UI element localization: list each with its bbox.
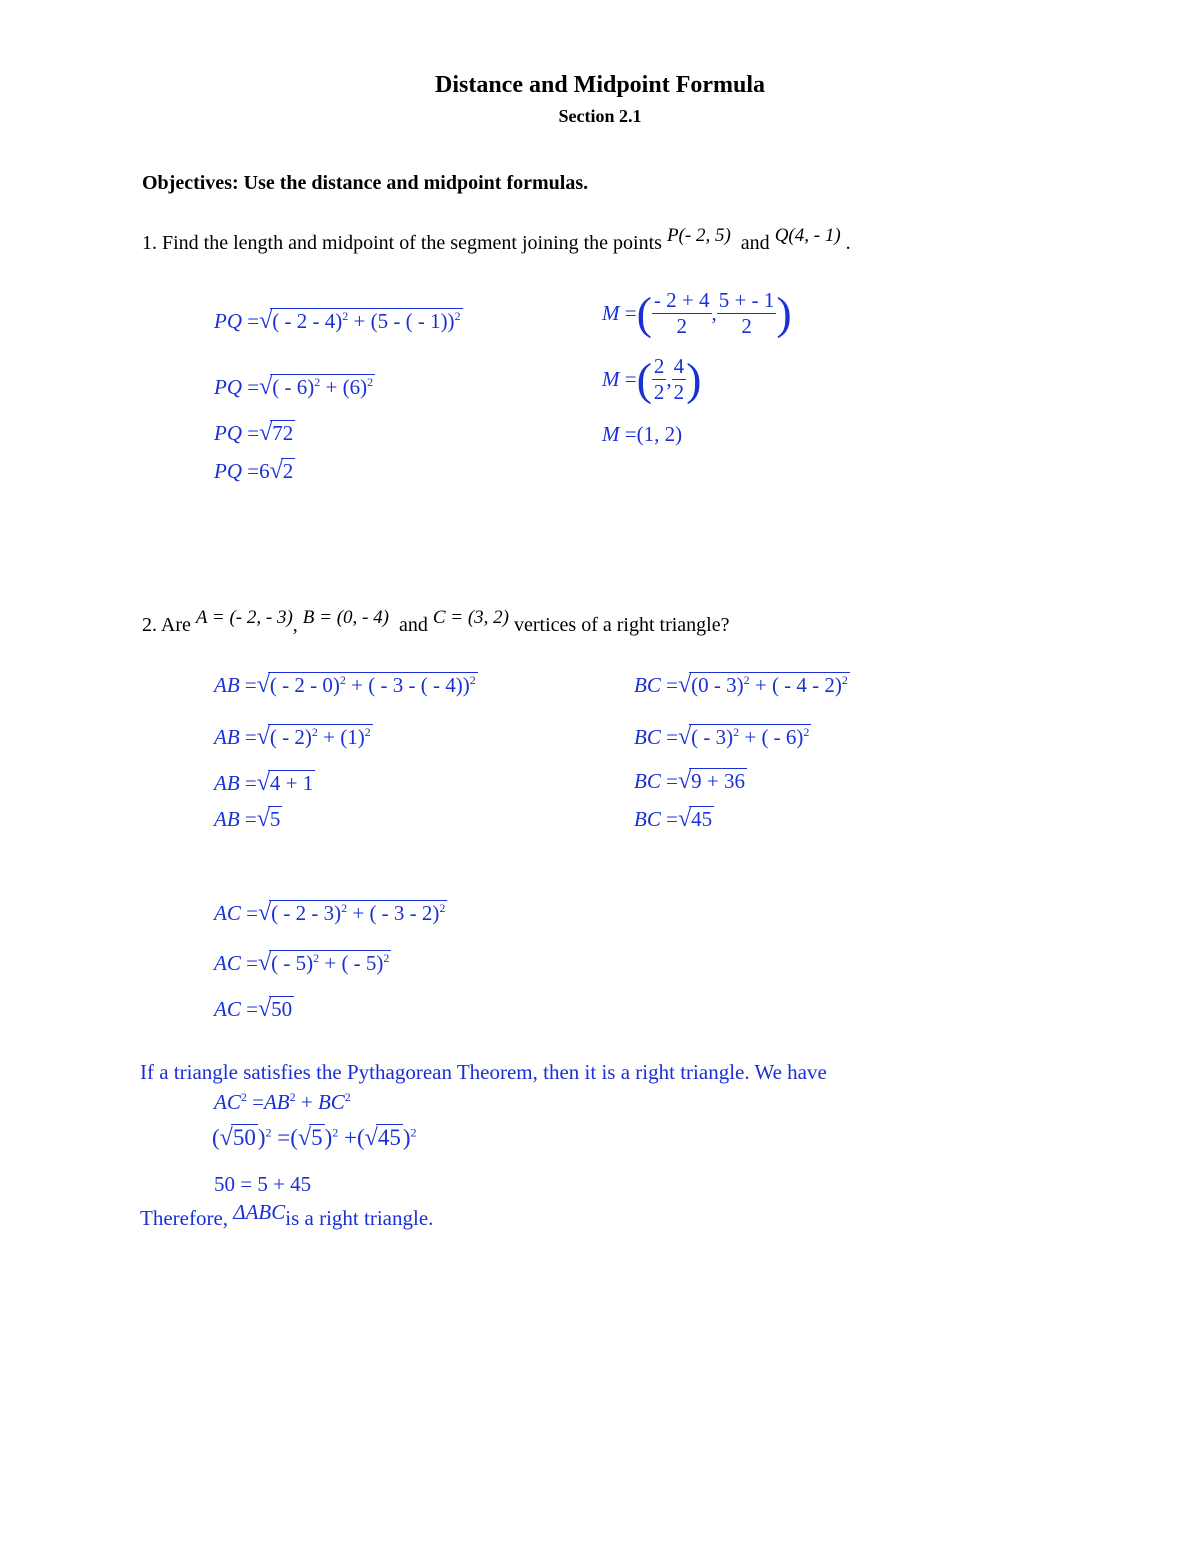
- plus: +: [353, 309, 366, 333]
- therefore-line: [140, 1200, 434, 1231]
- point-b: B = (0, - 4): [302, 607, 389, 628]
- ac-line-2: [214, 950, 391, 977]
- radicand: [689, 724, 811, 750]
- exponent: 2: [454, 309, 461, 323]
- equals: =: [247, 309, 260, 333]
- numerator: - 2 + 4: [653, 288, 710, 312]
- term-1: ( - 2 - 3): [271, 901, 342, 925]
- term-1: ( - 5): [271, 951, 314, 975]
- equals: =: [246, 951, 258, 975]
- fraction: [652, 288, 712, 339]
- denominator: 2: [653, 380, 665, 404]
- ab-label: AB: [263, 1090, 290, 1114]
- plus: +: [352, 901, 365, 925]
- radicand: 9 + 36: [691, 769, 745, 793]
- plus: +: [754, 673, 767, 697]
- ac-label: AC: [214, 901, 241, 925]
- radicand: 50: [232, 1125, 256, 1150]
- exponent: 2: [265, 1125, 272, 1140]
- pythagorean-equation: [214, 1090, 351, 1115]
- exponent: 2: [841, 673, 848, 687]
- term-1: ( - 2): [269, 725, 312, 749]
- bc-line-2: [634, 724, 811, 751]
- sqrt-sign: √: [259, 374, 273, 400]
- equals: =: [624, 422, 637, 446]
- bc-line-1: [634, 672, 850, 699]
- paren-close: ): [324, 1125, 333, 1150]
- paren-open: (: [290, 1125, 298, 1150]
- ab-line-1: [214, 672, 478, 699]
- point-p: P(- 2, 5): [666, 225, 731, 246]
- ab-line-3: [214, 770, 315, 797]
- equals: =: [252, 1090, 264, 1114]
- radicand: [268, 724, 373, 750]
- paren-open: (: [636, 287, 652, 339]
- sqrt-sign: √: [677, 806, 692, 832]
- exponent: 2: [364, 725, 371, 739]
- term-1: ( - 2 - 4): [272, 309, 343, 333]
- radicand: 45: [691, 807, 713, 831]
- plus: +: [324, 951, 337, 975]
- denominator: 2: [673, 380, 685, 404]
- sqrt-sign: √: [677, 768, 692, 794]
- paren-close: ): [686, 353, 702, 405]
- equals: =: [624, 367, 637, 391]
- exponent: 2: [743, 673, 750, 687]
- paren-open: (: [212, 1125, 220, 1150]
- exponent: 2: [367, 375, 374, 389]
- plus: +: [351, 673, 363, 697]
- numerator: 4: [673, 354, 685, 378]
- bc-label: BC: [634, 807, 661, 831]
- bc-label: BC: [634, 725, 661, 749]
- ac-label: AC: [214, 951, 241, 975]
- sqrt-sign: √: [297, 1125, 312, 1151]
- radicand: 4 + 1: [269, 771, 314, 795]
- exponent: 2: [314, 375, 321, 389]
- pythagorean-substitution: [212, 1124, 417, 1152]
- pq-label: PQ: [214, 309, 242, 333]
- ac-line-3: [214, 996, 294, 1023]
- pq-line-3: [214, 420, 295, 447]
- exponent: 2: [240, 1090, 247, 1104]
- ab-line-2: [214, 724, 373, 751]
- radicand: 72: [272, 421, 294, 445]
- comma: ,: [292, 614, 298, 636]
- exponent: 2: [410, 1125, 417, 1140]
- equals: =: [666, 807, 678, 831]
- bc-label: BC: [634, 673, 661, 697]
- period: .: [845, 232, 851, 254]
- equals: =: [244, 725, 257, 749]
- denominator: 2: [676, 314, 687, 338]
- term-1: (0 - 3): [691, 673, 744, 697]
- m-label: M: [602, 367, 620, 391]
- plus: +: [323, 725, 335, 749]
- radicand: [270, 374, 375, 400]
- term-2: (6): [342, 375, 368, 399]
- radicand: [269, 900, 447, 926]
- numerator: 2: [653, 354, 665, 378]
- exponent: 2: [803, 725, 810, 739]
- bc-line-3: [634, 768, 747, 795]
- pq-label: PQ: [214, 375, 242, 399]
- equals: =: [247, 459, 260, 483]
- pq-line-1: [214, 308, 463, 335]
- plus: +: [300, 1090, 313, 1114]
- exponent: 2: [289, 1090, 296, 1104]
- plus: +: [744, 725, 757, 749]
- therefore-word: Therefore,: [140, 1206, 229, 1230]
- triangle-abc: ΔABC: [233, 1200, 286, 1224]
- exponent: 2: [733, 725, 740, 739]
- exponent: 2: [469, 673, 476, 687]
- exponent: 2: [439, 901, 446, 915]
- ac-label: AC: [214, 997, 241, 1021]
- problem-2-lead: 2. Are: [142, 614, 191, 636]
- radicand: [269, 950, 391, 976]
- equals: =: [246, 997, 258, 1021]
- bc-label: BC: [317, 1090, 345, 1114]
- ab-line-4: [214, 806, 282, 833]
- pythagorean-numeric: 50 = 5 + 45: [214, 1172, 312, 1196]
- term-2: (1): [340, 725, 365, 749]
- equals: =: [666, 769, 678, 793]
- term-2: ( - 4 - 2): [771, 673, 842, 697]
- plus: +: [325, 375, 338, 399]
- term-2: ( - 3 - 2): [369, 901, 440, 925]
- term-2: ( - 3 - ( - 4)): [368, 673, 470, 697]
- term-2: ( - 5): [341, 951, 384, 975]
- ac-line-1: [214, 900, 447, 927]
- radicand: 2: [282, 459, 294, 483]
- pq-label: PQ: [214, 421, 242, 445]
- denominator: 2: [741, 314, 752, 338]
- and-word: and: [740, 232, 770, 254]
- exponent: 2: [344, 1090, 351, 1104]
- midpoint-line-2: [602, 354, 702, 405]
- exponent: 2: [383, 951, 390, 965]
- paren-close: ): [402, 1125, 411, 1150]
- equals: =: [247, 421, 260, 445]
- coefficient: 6: [259, 459, 270, 483]
- midpoint-value: (1, 2): [636, 422, 683, 446]
- radicand: 50: [271, 997, 293, 1021]
- fraction: [672, 354, 687, 405]
- radicand: [270, 308, 462, 334]
- paren-open: (: [636, 353, 652, 405]
- equals: =: [244, 807, 257, 831]
- sqrt-sign: √: [677, 672, 692, 698]
- sqrt-sign: √: [256, 672, 270, 698]
- sqrt-sign: √: [259, 420, 273, 446]
- sqrt-sign: √: [364, 1125, 378, 1151]
- equals: =: [244, 771, 257, 795]
- radicand: 5: [269, 807, 281, 831]
- term-2: (5 - ( - 1)): [370, 309, 455, 333]
- exponent: 2: [342, 309, 349, 323]
- radicand: [689, 672, 850, 698]
- fraction: [717, 288, 777, 339]
- equals: =: [624, 301, 637, 325]
- numerator: 5 + - 1: [718, 288, 775, 312]
- point-c: C = (3, 2): [432, 607, 510, 628]
- sqrt-sign: √: [259, 308, 273, 334]
- section-label: Section 2.1: [558, 106, 642, 126]
- sqrt-sign: √: [257, 900, 272, 926]
- sqrt-sign: √: [256, 770, 270, 796]
- pq-line-4: [214, 458, 295, 485]
- sqrt-sign: √: [256, 806, 270, 832]
- paren-close: ): [257, 1125, 266, 1150]
- midpoint-line-1: [602, 288, 792, 339]
- problem-1-statement: [142, 225, 851, 255]
- point-a: A = (- 2, - 3): [195, 607, 293, 628]
- comma: ,: [666, 367, 672, 391]
- therefore-tail: is a right triangle.: [285, 1206, 434, 1230]
- term-1: ( - 3): [691, 725, 734, 749]
- equals: =: [246, 901, 258, 925]
- sqrt-sign: √: [269, 458, 283, 484]
- equals: =: [247, 375, 260, 399]
- ab-label: AB: [214, 673, 240, 697]
- problem-2-statement: [142, 607, 730, 637]
- problem-1-lead: 1. Find the length and midpoint of the segment joining the points: [142, 232, 662, 254]
- m-label: M: [602, 422, 620, 446]
- ac-label: AC: [214, 1090, 241, 1114]
- term-2: ( - 6): [761, 725, 804, 749]
- paren-open: (: [357, 1125, 365, 1150]
- problem-2-tail: vertices of a right triangle?: [514, 614, 730, 636]
- ab-label: AB: [214, 725, 240, 749]
- exponent: 2: [311, 725, 318, 739]
- and-word: and: [398, 614, 428, 636]
- equals: =: [666, 673, 678, 697]
- bc-label: BC: [634, 769, 661, 793]
- exponent: 2: [339, 673, 346, 687]
- sqrt-sign: √: [257, 950, 272, 976]
- radicand: 5: [311, 1125, 323, 1150]
- exponent: 2: [341, 901, 348, 915]
- ab-label: AB: [214, 771, 240, 795]
- exponent: 2: [332, 1125, 339, 1140]
- sqrt-sign: √: [257, 996, 272, 1022]
- bc-line-4: [634, 806, 714, 833]
- radicand: 45: [377, 1125, 401, 1150]
- sqrt-sign: √: [256, 724, 270, 750]
- plus: +: [344, 1125, 357, 1150]
- point-q: Q(4, - 1): [774, 225, 841, 246]
- ab-label: AB: [214, 807, 240, 831]
- term-1: ( - 6): [272, 375, 315, 399]
- fraction: [652, 354, 667, 405]
- midpoint-line-3: [602, 422, 682, 447]
- sqrt-sign: √: [219, 1125, 233, 1151]
- comma: ,: [711, 301, 717, 325]
- paren-close: ): [776, 287, 792, 339]
- pq-line-2: [214, 374, 375, 401]
- m-label: M: [602, 301, 620, 325]
- equals: =: [244, 673, 257, 697]
- radicand: [268, 672, 478, 698]
- objectives: Objectives: Use the distance and midpoint formulas.: [142, 172, 589, 194]
- equals: =: [666, 725, 678, 749]
- conclusion-lead: If a triangle satisfies the Pythagorean Theorem, then it is a right triangle. We have: [140, 1060, 827, 1084]
- sqrt-sign: √: [677, 724, 692, 750]
- exponent: 2: [313, 951, 320, 965]
- page-title: Distance and Midpoint Formula: [434, 72, 766, 98]
- pq-label: PQ: [214, 459, 242, 483]
- term-1: ( - 2 - 0): [269, 673, 340, 697]
- equals: =: [277, 1125, 291, 1150]
